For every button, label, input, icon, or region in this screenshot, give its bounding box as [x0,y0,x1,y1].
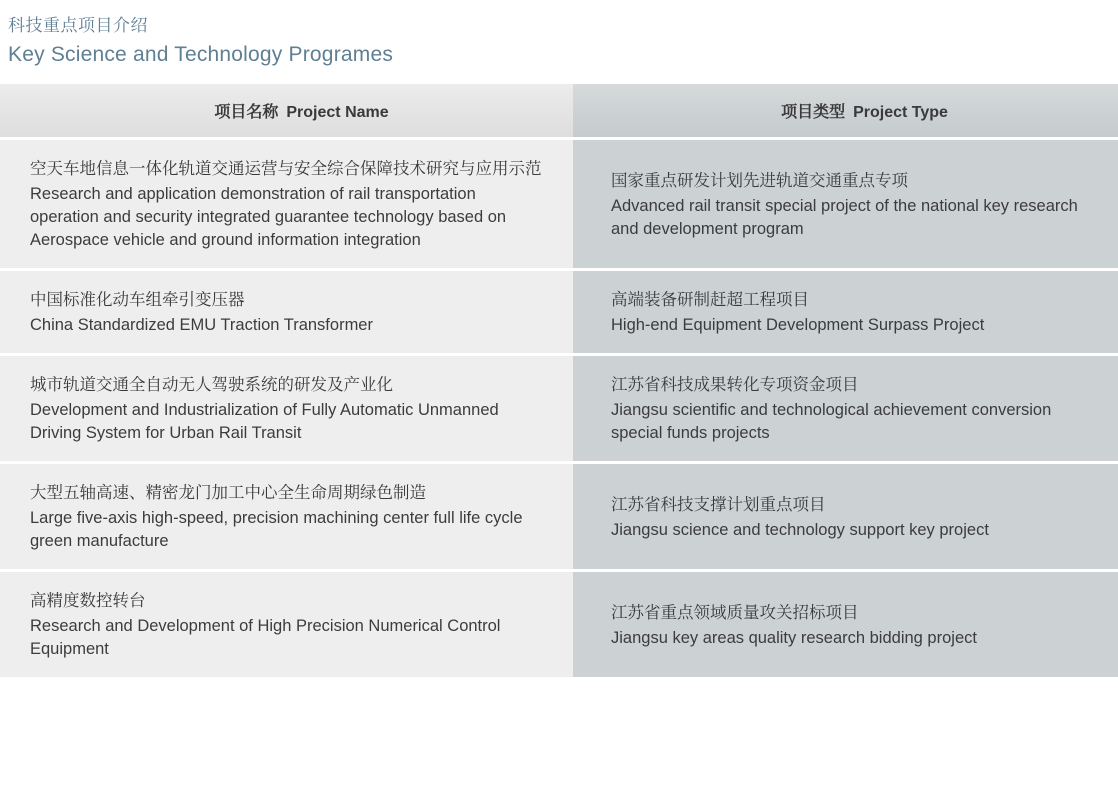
column-header-project-name-cn: 项目名称 [214,104,279,121]
column-header-project-type-cn: 项目类型 [781,104,846,121]
cell-project-type [573,463,1118,571]
project-type-en: Advanced rail transit special project of the national key research and development program [611,196,1078,238]
page-title [0,0,1118,70]
table-body [0,139,1118,678]
project-name-en: Large five-axis high-speed, precision machining center full life cycle green manufacture [30,509,523,550]
table-row [0,463,1118,571]
column-header-project-name-en: Project Name [286,104,389,121]
programs-table [0,84,1118,677]
project-type-en: High-end Equipment Development Surpass Project [611,316,985,334]
project-type-en: Jiangsu science and technology support key project [611,520,989,539]
project-name-cn: 城市轨道交通全自动无人驾驶系统的研发及产业化 [30,376,393,394]
cell-project-name [0,139,573,270]
table-header [0,84,1118,139]
project-type-cn: 高端装备研制赶超工程项目 [611,291,809,309]
project-type-cn: 国家重点研发计划先进轨道交通重点专项 [611,171,908,190]
project-name-en: Research and application demonstration of rail transportation operation and security integrated guarantee technology based on Aerospace vehicle and ground information integration [30,185,507,249]
table-row [0,355,1118,463]
project-type-en: Jiangsu key areas quality research bidding project [611,628,977,647]
project-name-cn: 大型五轴高速、精密龙门加工中心全生命周期绿色制造 [30,484,426,502]
project-type-cn: 江苏省科技成果转化专项资金项目 [611,376,859,394]
project-name-cn: 高精度数控转台 [30,592,146,610]
project-type-en: Jiangsu scientific and technological achievement conversion special funds projects [611,401,1052,442]
cell-project-name [0,463,573,571]
project-name-en: China Standardized EMU Traction Transformer [30,316,373,334]
cell-project-type [573,139,1118,270]
cell-project-name [0,270,573,355]
table-row [0,270,1118,355]
cell-project-type [573,571,1118,678]
project-type-cn: 江苏省科技支撑计划重点项目 [611,495,826,514]
project-name-cn: 中国标准化动车组牵引变压器 [30,291,245,309]
column-header-project-type-en: Project Type [853,104,948,121]
project-name-cn: 空天车地信息一体化轨道交通运营与安全综合保障技术研究与应用示范 [30,160,542,178]
cell-project-type [573,270,1118,355]
table-row [0,571,1118,678]
cell-project-type [573,355,1118,463]
cell-project-name [0,571,573,678]
project-type-cn: 江苏省重点领域质量攻关招标项目 [611,603,859,622]
cell-project-name [0,355,573,463]
page-title-en: Key Science and Technology Programes [8,43,394,66]
column-header-project-type [573,84,1118,139]
page-title-cn: 科技重点项目介绍 [8,16,148,35]
column-header-project-name [0,84,573,139]
project-name-en: Development and Industrialization of Fully Automatic Unmanned Driving System for Urban Rail Transit [30,401,499,442]
project-name-en: Research and Development of High Precision Numerical Control Equipment [30,617,501,658]
table-row [0,139,1118,270]
